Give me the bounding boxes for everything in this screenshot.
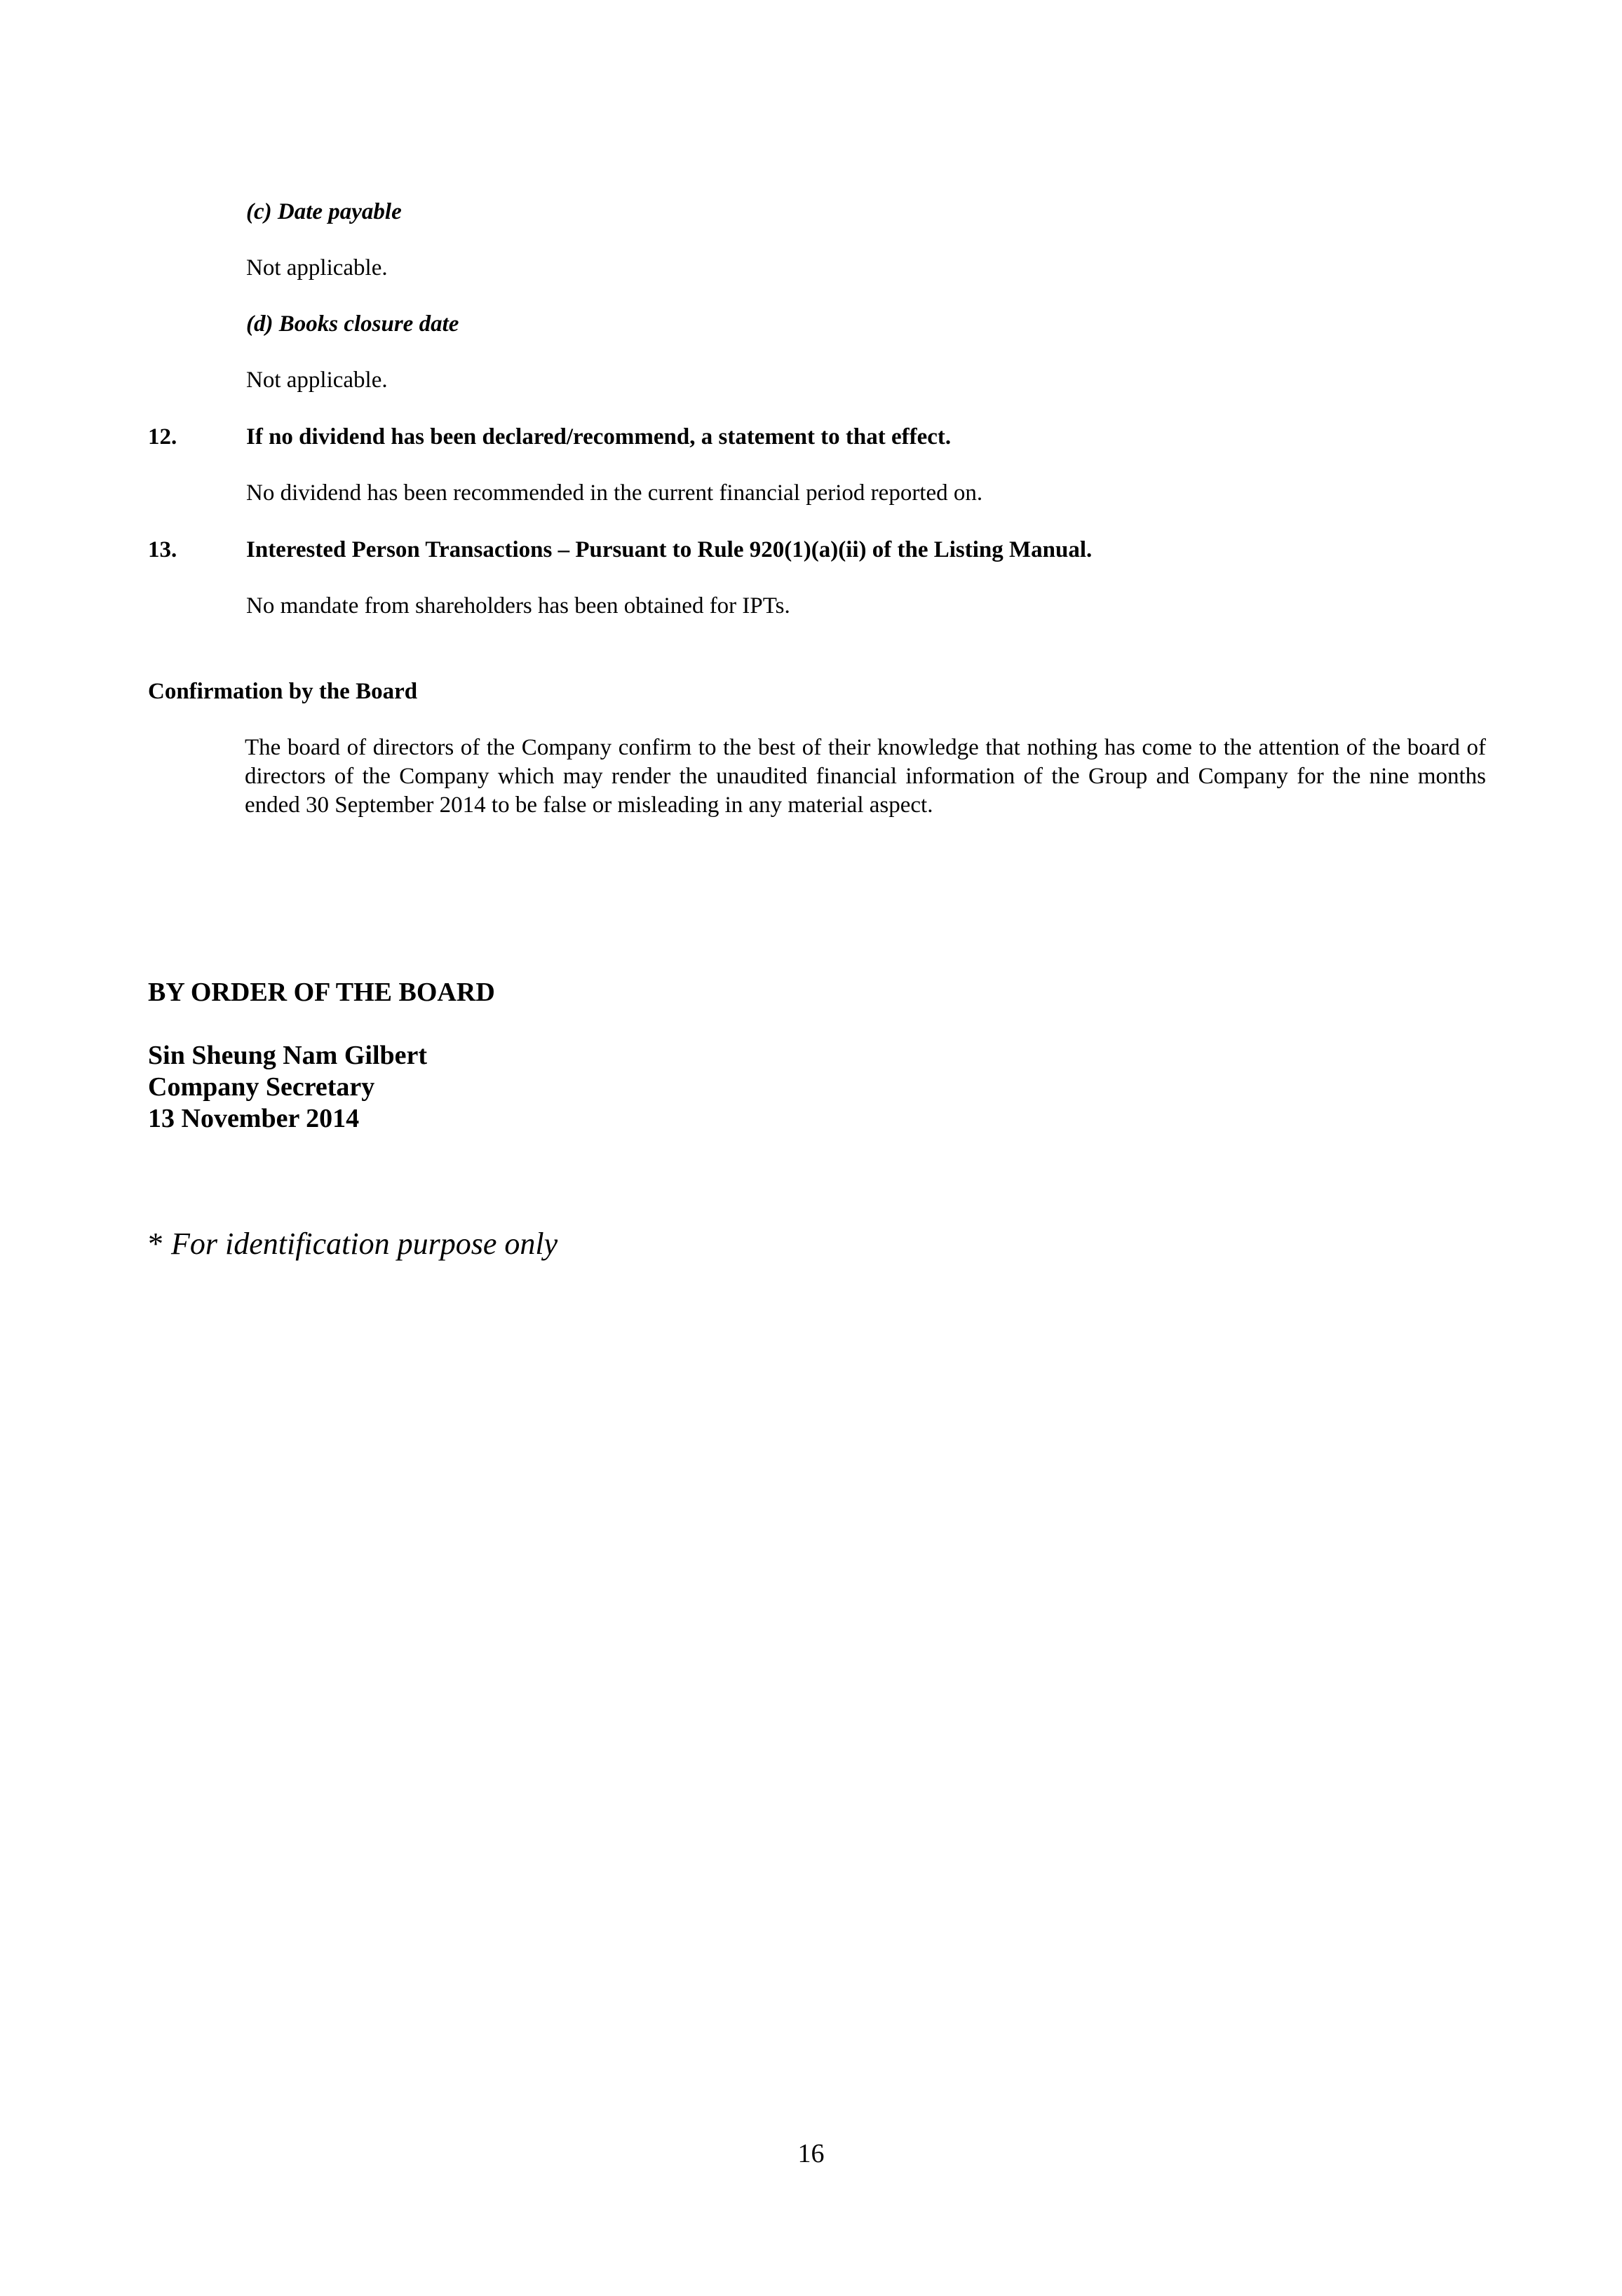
item-13-number: 13. xyxy=(148,537,177,562)
signatory-role: Company Secretary xyxy=(148,1072,375,1102)
subsection-c-title: (c) Date payable xyxy=(246,199,402,224)
order-of-board: BY ORDER OF THE BOARD xyxy=(148,978,495,1007)
footnote-asterisk: * xyxy=(148,1227,171,1261)
item-12-number: 12. xyxy=(148,424,177,450)
item-13-body: No mandate from shareholders has been obtained for IPTs. xyxy=(246,593,790,619)
confirmation-heading: Confirmation by the Board xyxy=(148,679,418,704)
confirmation-body: The board of directors of the Company confirm to the best of their knowledge that nothing has come to the attention of the board of directors of the Company which may render the unaudited financial information of the Group and Company for the nine months ended 30 September 2014 to be false or misleading in any material aspect. xyxy=(245,735,1486,818)
footnote-text: For identification purpose only xyxy=(171,1227,558,1261)
item-13-heading: Interested Person Transactions – Pursuant to Rule 920(1)(a)(ii) of the Listing Manual. xyxy=(246,537,1093,562)
item-12-heading: If no dividend has been declared/recommend, a statement to that effect. xyxy=(246,424,952,450)
signoff-date: 13 November 2014 xyxy=(148,1104,360,1133)
item-12-body: No dividend has been recommended in the current financial period reported on. xyxy=(246,480,983,506)
subsection-d-body: Not applicable. xyxy=(246,367,388,393)
subsection-d-title: (d) Books closure date xyxy=(246,311,459,337)
signatory-name: Sin Sheung Nam Gilbert xyxy=(148,1041,428,1070)
subsection-c-body: Not applicable. xyxy=(246,255,388,281)
identification-footnote xyxy=(148,1226,557,1262)
page-number: 16 xyxy=(797,2139,825,2168)
